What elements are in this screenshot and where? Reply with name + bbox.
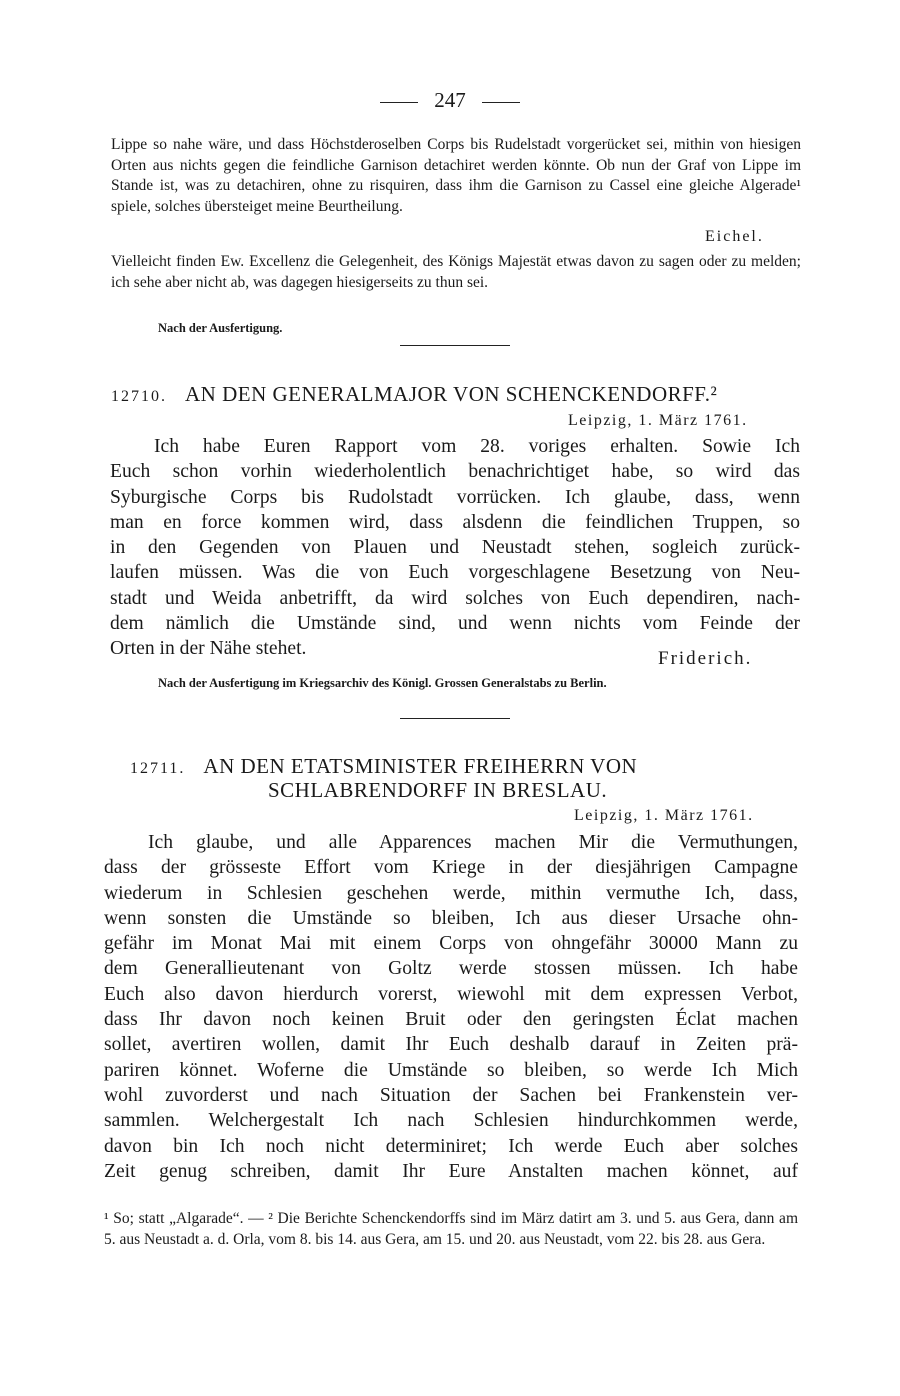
body-line: Orten in der Nähe stehet. [110,638,307,660]
prev-letter-signature: Eichel. [705,228,764,245]
body-line: Syburgische Corps bis Rudolstadt vorrücken. Ich glaube, dass, wenn [110,486,800,508]
body-line: davon bin Ich noch nicht determiniret; Ich werde Euch aber solches [104,1135,798,1157]
letter-12711-body [104,830,798,1184]
body-line: Zeit genug schreiben, damit Ihr Eure Anstalten machen könnet, auf [104,1160,798,1182]
body-line: in den Gegenden von Plauen und Neustadt stehen, sogleich zurück- [110,537,800,559]
body-line: laufen müssen. Was die von Euch vorgeschlagene Besetzung von Neu- [110,562,800,584]
footnotes: ¹ So; statt „Algarade“. — ² Die Berichte Schenckendorffs sind im März datirt am 3. und 5. aus Gera, dann am 5. aus Neustadt a. d. Orla, vom 8. bis 14. aus Gera, am 15. und 20. aus Neustadt, vom 22. bis 28. aus Gera. [104,1210,798,1248]
body-line: wiederum in Schlesien geschehen werde, mithin vermuthe Ich, dass, [104,882,798,904]
section-divider [400,718,510,719]
body-line: man en force kommen wird, dass alsdenn die feindlichen Truppen, so [110,511,800,533]
letter-12710-heading [111,382,717,407]
letter-12711-number: 12711. [130,760,186,777]
header-dash-left [380,102,418,103]
body-line: dem nämlich die Umstände sind, und wenn nichts vom Feinde der [110,613,800,635]
letter-12710-body [110,434,800,662]
letter-12711-dateline: Leipzig, 1. März 1761. [574,807,754,824]
letter-12710-source: Nach der Ausfertigung im Kriegsarchiv des Königl. Grossen Generalstabs zu Berlin. [158,676,607,690]
body-line: sollet, avertiren wollen, damit Ihr Euch deshalb darauf in Zeiten prä- [104,1034,798,1056]
page-number: 247 [434,88,466,112]
letter-12710-number: 12710. [111,388,167,405]
body-line: stadt und Weida anbetrifft, da wird solches von Euch dependiren, nach- [110,587,800,609]
prev-letter-postscript: Vielleicht finden Ew. Excellenz die Gelegenheit, des Königs Majestät etwas davon zu sagen oder zu melden; ich sehe aber nicht ab, was dagegen hiesigerseits zu thun sei. [111,253,801,291]
letter-12710-signature: Friderich. [658,648,753,669]
letter-12711-title-line1: AN DEN ETATSMINISTER FREIHERRN VON [203,754,638,778]
body-line: Ich glaube, und alle Apparences machen Mir die Vermuthungen, [148,832,798,853]
body-line: gefähr im Monat Mai mit einem Corps von ohngefähr 30000 Mann zu [104,933,798,955]
body-line: dem Generallieutenant von Goltz werde stossen müssen. Ich habe [104,958,798,980]
page-header [0,88,900,113]
letter-12710-title: AN DEN GENERALMAJOR VON SCHENCKENDORFF.² [185,382,718,406]
body-line: dass Ihr davon noch keinen Bruit oder den geringsten Éclat machen [104,1009,798,1031]
body-line: dass der grösseste Effort vom Kriege in der diesjährigen Campagne [104,857,798,879]
body-line: Ich habe Euren Rapport vom 28. voriges erhalten. Sowie Ich [154,436,800,457]
header-dash-right [482,102,520,103]
body-line: Euch also davon hierdurch vorerst, wiewohl mit dem expressen Verbot, [104,983,798,1005]
body-line: pariren könnet. Woferne die Umstände so bleiben, so werde Ich Mich [104,1059,798,1081]
prev-letter-text: Lippe so nahe wäre, und dass Höchstderoselben Corps bis Rudelstadt vorgerücket sei, mithin von hiesigen Orten aus nichts gegen die feindliche Garnison detachiret werden könnte. Ob nun der Graf von Lippe im Stande ist, was zu detachiren, ohne zu risquiren, dass ihm die Garnison zu Cassel eine gleiche Algerade¹ spiele, solches übersteiget meine Beurtheilung. [111,136,801,216]
letter-12711-title-line2: SCHLABRENDORFF IN BRESLAU. [268,778,608,802]
body-line: sammlen. Welchergestalt Ich nach Schlesien hindurchkommen werde, [104,1110,798,1132]
body-line: Euch schon vorhin wiederholentlich benachrichtiget habe, so wird das [110,461,800,483]
letter-12711-heading-line1 [130,754,637,779]
prev-letter-source: Nach der Ausfertigung. [158,321,283,335]
section-divider [400,345,510,346]
letter-12710-dateline: Leipzig, 1. März 1761. [568,412,748,429]
body-line: wohl zuvorderst und nach Situation der Sachen bei Frankenstein ver- [104,1084,798,1106]
body-line: wenn sonsten die Umstände so bleiben, Ich aus dieser Ursache ohn- [104,907,798,929]
